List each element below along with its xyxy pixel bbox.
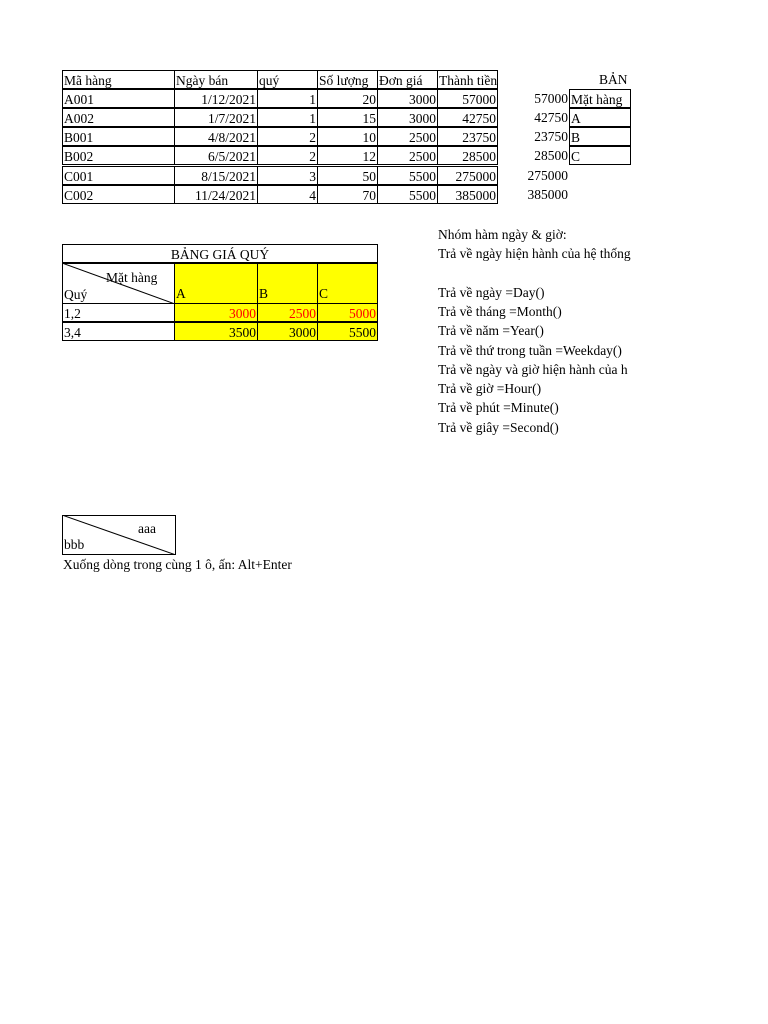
table-cell: A002: [62, 108, 175, 127]
right-table-header: Mặt hàng: [569, 89, 631, 108]
table-cell: 23750: [437, 127, 498, 146]
side-value: 275000: [527, 168, 568, 183]
table-cell: 28500: [437, 146, 498, 165]
header-ngay-ban: Ngày bán: [174, 70, 258, 89]
table-cell: C002: [62, 185, 175, 204]
price-cell: 3000: [174, 303, 258, 322]
function-note: Trả về năm =Year(): [438, 323, 544, 338]
table-cell: 1/12/2021: [174, 89, 258, 108]
corner-bottom-label: Quý: [64, 287, 88, 302]
table-cell: B002: [62, 146, 175, 165]
header-quy: quý: [257, 70, 318, 89]
price-cell: 5000: [317, 303, 378, 322]
diagonal-top-label: aaa: [138, 521, 156, 536]
header-don-gia: Đơn giá: [377, 70, 438, 89]
function-note: Trả về giờ =Hour(): [438, 381, 542, 396]
price-cell: 3000: [257, 322, 318, 341]
function-note: Trả về tháng =Month(): [438, 304, 562, 319]
function-note: Trả về giây =Second(): [438, 420, 559, 435]
table-cell: 275000: [437, 166, 498, 185]
table-cell: 15: [317, 108, 378, 127]
table-cell: 1: [257, 108, 318, 127]
system-date-note: Trả về ngày hiện hành của hệ thống: [438, 246, 631, 261]
table-cell: 3000: [377, 89, 438, 108]
price-col-c: C: [317, 263, 378, 304]
price-table-title: BẢNG GIÁ QUÝ: [62, 244, 378, 263]
table-cell: 5500: [377, 185, 438, 204]
right-table-title: BẢN: [599, 72, 628, 87]
header-ma-hang: Mã hàng: [62, 70, 175, 89]
price-cell: 2500: [257, 303, 318, 322]
price-row-label: 3,4: [62, 322, 175, 341]
function-note: Trả về ngày và giờ hiện hành của h: [438, 362, 628, 377]
side-value: 385000: [527, 187, 568, 202]
table-cell: 385000: [437, 185, 498, 204]
diagonal-bottom-label: bbb: [64, 537, 85, 552]
table-cell: 42750: [437, 108, 498, 127]
price-col-b: B: [257, 263, 318, 304]
table-cell: 10: [317, 127, 378, 146]
header-thanh-tien: Thành tiền: [437, 70, 498, 89]
table-cell: 3: [257, 166, 318, 185]
table-cell: A001: [62, 89, 175, 108]
price-col-a: A: [174, 263, 258, 304]
function-note: Trả về phút =Minute(): [438, 400, 559, 415]
side-value: 23750: [534, 129, 568, 144]
table-cell: 2500: [377, 127, 438, 146]
table-cell: 2500: [377, 146, 438, 165]
right-table-item: A: [569, 108, 631, 127]
table-cell: 8/15/2021: [174, 166, 258, 185]
table-cell: 20: [317, 89, 378, 108]
table-cell: 1/7/2021: [174, 108, 258, 127]
date-functions-heading: Nhóm hàm ngày & giờ:: [438, 227, 567, 242]
table-cell: 50: [317, 166, 378, 185]
side-value: 42750: [534, 110, 568, 125]
table-cell: 1: [257, 89, 318, 108]
table-cell: 4/8/2021: [174, 127, 258, 146]
price-cell: 3500: [174, 322, 258, 341]
table-cell: C001: [62, 166, 175, 185]
price-table-corner: [62, 263, 175, 304]
side-value: 57000: [534, 91, 568, 106]
header-so-luong: Số lượng: [317, 70, 378, 89]
diagonal-cell: [62, 515, 176, 555]
table-cell: 12: [317, 146, 378, 165]
function-note: Trả về thứ trong tuần =Weekday(): [438, 343, 622, 358]
corner-top-label: Mặt hàng: [106, 270, 158, 285]
price-cell: 5500: [317, 322, 378, 341]
table-cell: 4: [257, 185, 318, 204]
right-table-item: C: [569, 146, 631, 165]
table-cell: B001: [62, 127, 175, 146]
side-value: 28500: [534, 148, 568, 163]
alt-enter-note: Xuống dòng trong cùng 1 ô, ấn: Alt+Enter: [63, 557, 292, 572]
table-cell: 5500: [377, 166, 438, 185]
table-cell: 6/5/2021: [174, 146, 258, 165]
table-cell: 70: [317, 185, 378, 204]
table-cell: 2: [257, 146, 318, 165]
table-cell: 57000: [437, 89, 498, 108]
table-cell: 11/24/2021: [174, 185, 258, 204]
function-note: Trả về ngày =Day(): [438, 285, 545, 300]
table-cell: 3000: [377, 108, 438, 127]
right-table-item: B: [569, 127, 631, 146]
price-row-label: 1,2: [62, 303, 175, 322]
table-cell: 2: [257, 127, 318, 146]
